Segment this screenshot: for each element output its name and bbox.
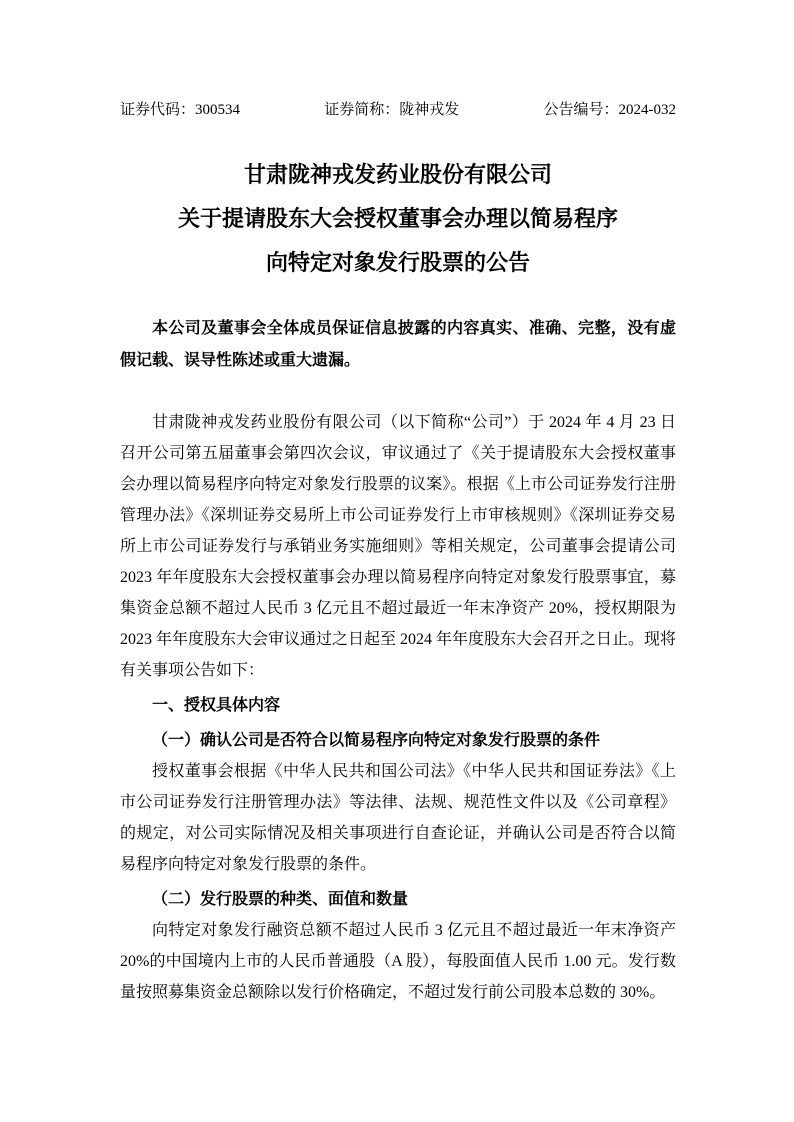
announcement-number: 公告编号：2024-032: [543, 102, 676, 118]
board-declaration: 本公司及董事会全体成员保证信息披露的内容真实、准确、完整，没有虚假记载、误导性陈述或重大遗漏。: [120, 320, 676, 369]
intro-paragraph: 甘肃陇神戎发药业股份有限公司（以下简称“公司”）于 2024 年 4 月 23 日召开公司第五届董事会第四次会议，审议通过了《关于提请股东大会授权董事会办理以简易程序向特定对象发行股票的议案》。根据《上市公司证券发行注册管理办法》《深圳证券交易所上市公司证券发行上市审核规则》《深圳证券交易所上市公司证券发行与承销业务实施细则》等相关规定，公司董事会提请公司 2023 年年度股东大会授权董事会办理以简易程序向特定对象发行股票事宜，募集资金总额不超过人民币 3 亿元且不超过最近一年末净资产 20%，授权期限为 2023 年年度股东大会审议通过之日起至 2024 年年度股东大会召开之日止。现将有关事项公告如下：: [120, 414, 677, 679]
section-1-1-heading: （一）确认公司是否符合以简易程序向特定对象发行股票的条件: [152, 732, 601, 749]
stock-short-name: 证券简称：陇神戎发: [324, 102, 460, 118]
section-1-heading: 一、授权具体内容: [152, 697, 281, 714]
stock-code: 证券代码：300534: [120, 102, 241, 118]
title-line-1: 甘肃陇神戎发药业股份有限公司: [243, 162, 552, 187]
title-line-2: 关于提请股东大会授权董事会办理以简易程序: [177, 206, 618, 231]
section-1-2-heading: （二）发行股票的种类、面值和数量: [152, 891, 409, 908]
document-header: [120, 98, 676, 119]
document-body: [120, 407, 676, 1008]
title-line-3: 向特定对象发行股票的公告: [265, 250, 530, 275]
document-title: [120, 153, 676, 285]
section-1-1-paragraph: 授权董事会根据《中华人民共和国公司法》《中华人民共和国证券法》《上市公司证券发行注册管理办法》等法律、法规、规范性文件以及《公司章程》的规定，对公司实际情况及相关事项进行自查论证，并确认公司是否符合以简易程序向特定对象发行股票的条件。: [120, 763, 676, 873]
section-1-2-paragraph: 向特定对象发行融资总额不超过人民币 3 亿元且不超过最近一年末净资产20%的中国境内上市的人民币普通股（A 股），每股面值人民币 1.00 元。发行数量按照募集资金总额除以发行价格确定，不超过发行前公司股本总数的 30%。: [120, 922, 676, 1001]
